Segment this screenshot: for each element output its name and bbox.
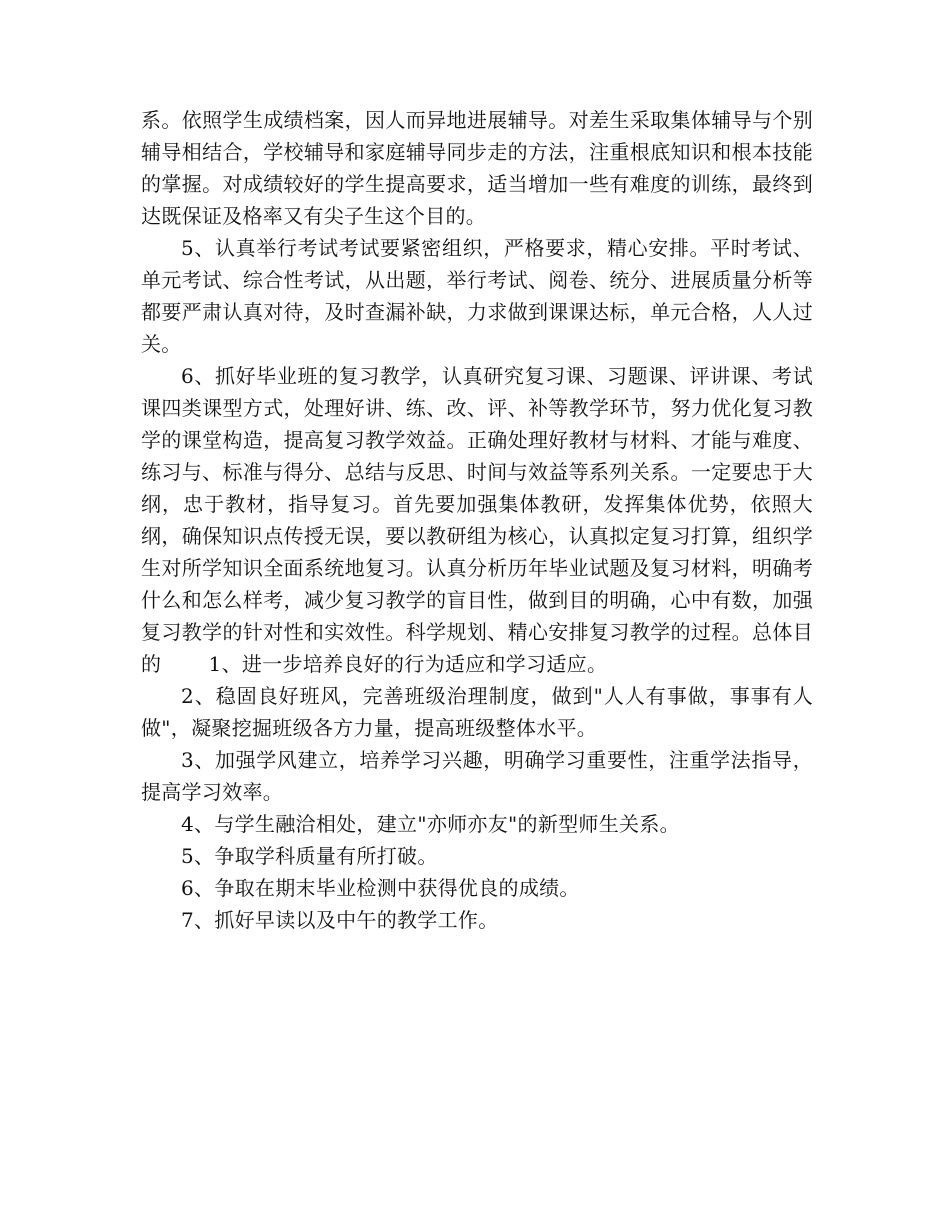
paragraph-4: 2、稳固良好班风，完善班级治理制度，做到"人人有事做，事事有人做"，凝聚挖掘班级各方力量，提高班级整体水平。	[141, 684, 813, 740]
paragraph-2: 5、认真举行考试考试要紧密组织，严格要求，精心安排。平时考试、单元考试、综合性考试，从出题，举行考试、阅卷、统分、进展质量分析等都要严肃认真对待，及时查漏补缺，力求做到课课达标，单元合格，人人过关。	[141, 236, 813, 356]
paragraph-9: 7、抓好早读以及中午的教学工作。	[181, 908, 499, 932]
paragraph-6: 4、与学生融洽相处，建立"亦师亦友"的新型师生关系。	[181, 812, 680, 836]
paragraph-7: 5、争取学科质量有所打破。	[181, 844, 438, 868]
document-body	[141, 104, 813, 936]
paragraph-3: 6、抓好毕业班的复习教学，认真研究复习课、习题课、评讲课、考试课四类课型方式，处理好讲、练、改、评、补等教学环节，努力优化复习教学的课堂构造，提高复习教学效益。正确处理好教材与材料、才能与难度、练习与、标准与得分、总结与反思、时间与效益等系列关系。一定要忠于大纲，忠于教材，指导复习。首先要加强集体教研，发挥集体优势，依照大纲，确保知识点传授无误，要以教研组为核心，认真拟定复习打算，组织学生对所学知识全面系统地复习。认真分析历年毕业试题及复习材料，明确考什么和怎么样考，减少复习教学的盲目性，做到目的明确，心中有数，加强复习教学的针对性和实效性。科学规划、精心安排复习教学的过程。总体目的 1、进一步培养良好的行为适应和学习适应。	[141, 364, 813, 676]
paragraph-8: 6、争取在期末毕业检测中获得优良的成绩。	[181, 876, 580, 900]
paragraph-1: 系。依照学生成绩档案，因人而异地进展辅导。对差生采取集体辅导与个别辅导相结合，学校辅导和家庭辅导同步走的方法，注重根底知识和根本技能的掌握。对成绩较好的学生提高要求，适当增加一些有难度的训练，最终到达既保证及格率又有尖子生这个目的。	[141, 108, 813, 228]
paragraph-5: 3、加强学风建立，培养学习兴趣，明确学习重要性，注重学法指导，提高学习效率。	[141, 748, 813, 804]
